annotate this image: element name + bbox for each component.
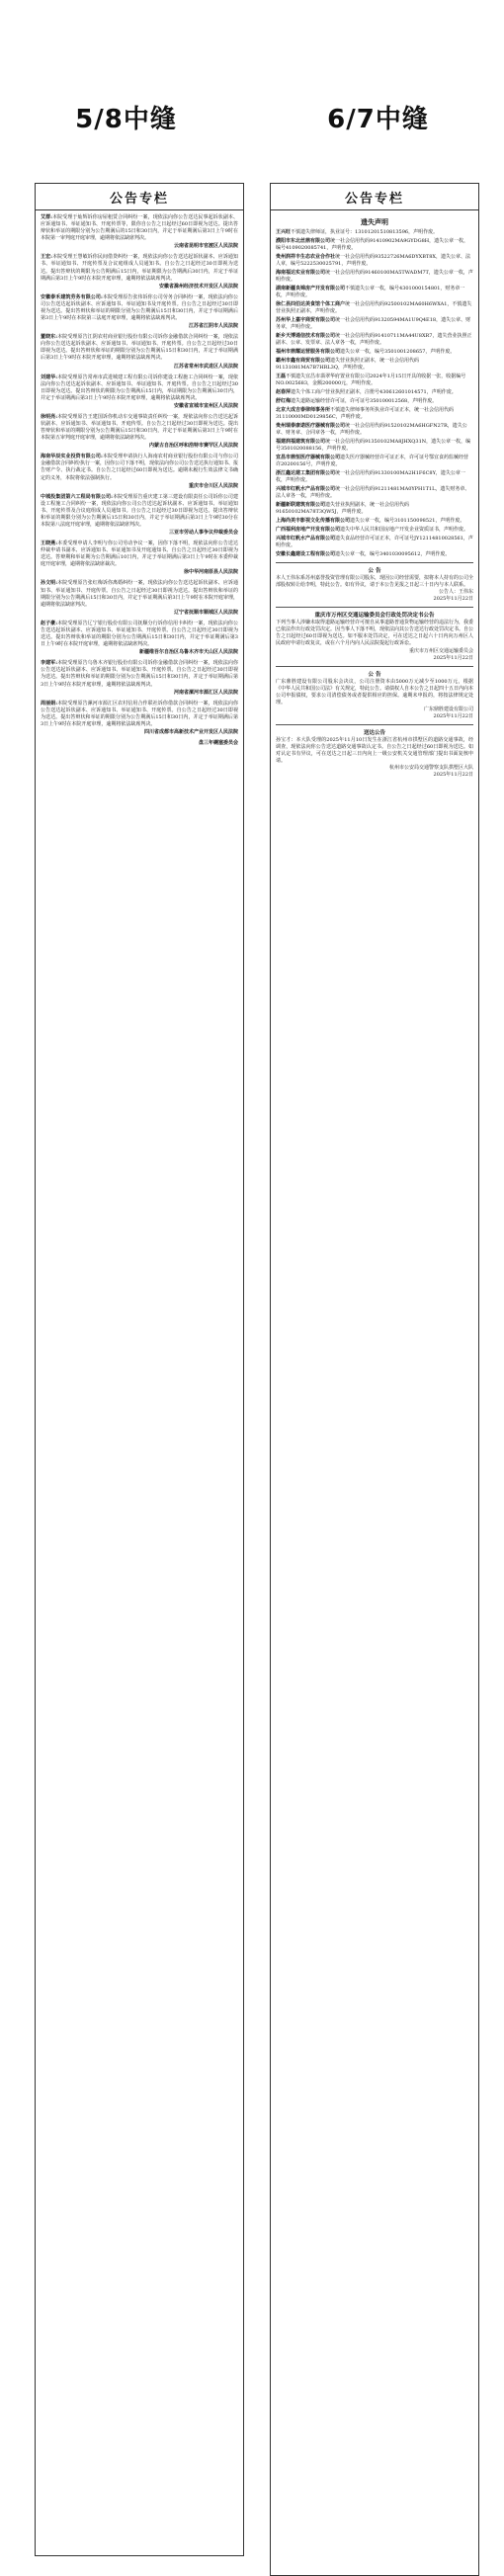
lost-statement-entity: 安徽长鑫建设工程有限公司 [276, 551, 336, 557]
notice-second-text: 下列当事人涉嫌未取得道路运输经营许可擅自从事道路普通货物运输经营的违法行为，我委已依法作出行政处罚决定。因当事人下落不明，现依法向其公告送达行政处罚决定书。自公告之日起经过60日即视为送达。如不服本处罚决定，可在送达之日起六十日内向万州区人民政府申请行政复议，或在六个月内向人民法院提起行政诉讼。 [276, 620, 474, 647]
court-notice-body [41, 580, 238, 608]
lost-statement-item [276, 286, 473, 299]
lost-statement-entity: 王兴旺 [276, 229, 292, 235]
lost-statement-entity: 新疆新联建筑有限公司 [276, 502, 326, 508]
divider [276, 562, 473, 563]
court-notice-text: 本院受理原告常州市武进城建工程有限公司诉你建设工程施工合同纠纷一案，现依法向你公告送达起诉状副本、应诉通知书、举证通知书、开庭传票。自公告之日起经过30日即视为送达。提出答辩状的期限为公告期满后15日内，举证期限为公告期满后30日内，并定于举证期满后第3日上午9时在本院开庭审理，逾期将依法缺席判决。 [41, 374, 238, 401]
lost-statement-item [276, 349, 473, 356]
lost-statement-item [276, 358, 473, 372]
court-notice-addressee: 安徽泰禾建筑劳务有限公司: [41, 293, 103, 300]
court-notice [41, 701, 238, 736]
lost-statement-text: 不慎遗失律师证，执业证号：13101201510813596，声明作废。 [291, 229, 439, 235]
court-notice-addressee: 艾群: [41, 214, 53, 220]
lost-statement-item [276, 270, 473, 284]
lost-statement-entity: 濮阳市东北丝鼎有限公司 [276, 238, 331, 244]
lost-statement-item [276, 333, 473, 347]
court-notice-text: 本委受理申请人李明与你公司劳动争议一案，因你下落不明，现依法向你公告送达仲裁申请书副本、应诉通知书、举证通知书及开庭通知书。自公告之日起经过30日即视为送达。答辩期和举证期为公告期满后10日内，并定于举证期满后第3日上午9时在本委仲裁庭开庭审理，逾期将依法缺席裁决。 [41, 540, 238, 568]
court-notice-body [41, 294, 238, 322]
lost-statement-item [276, 389, 473, 396]
lost-statement-item [276, 551, 473, 558]
lost-statement-text: 遗失食品经营许可证正本，许可证号JY12114810028561，声明作废。 [276, 536, 473, 548]
lost-statement-entity: 海南福达实业有限公司 [276, 270, 326, 276]
lost-statement-entity: 王磊 [276, 374, 287, 379]
lost-statement-entity: 贵州瑞泰康诺医疗器械有限公司 [276, 423, 346, 429]
notice-main-heading: 公 告 [368, 568, 381, 574]
court-notice [41, 540, 238, 576]
court-notice-issuer: 新疆维吾尔自治区乌鲁木齐市天山区人民法院 [138, 649, 238, 656]
court-notice [41, 374, 238, 410]
court-notice-body [41, 214, 238, 242]
lost-statement-text: 遗失公章一枚，编号3501001208657，声明作废。 [340, 349, 456, 355]
lost-statement-text: 不慎遗失公章一枚，编号4301000154801，财务章一枚，声明作废。 [276, 286, 465, 298]
court-notice-body [41, 540, 238, 568]
notice-third-text: 广东鼎胜建设有限公司股东会决议，公司注册资本由5000万元减少至1000万元，根据《中华人民共和国公司法》有关规定，特此公告。请债权人自本公告之日起四十五日内向本公司申报债权，要求公司清偿债务或者提供相应的担保。逾期未申报的，将按法律规定处理。 [276, 678, 474, 706]
lost-statement-text: 统一社会信用代码91211481MA0YPH1T1L，遗失财务章、法人章各一枚，声明作废。 [276, 486, 470, 499]
court-notice [41, 660, 238, 696]
lost-statement-text: 遗失中华人民共和国房地产开发企业资质证书，声明作废。 [340, 527, 469, 533]
court-notice-addressee: 孙文明: [41, 580, 58, 587]
lost-statement-item [276, 407, 473, 421]
left-column-body [36, 210, 243, 747]
lost-statement-item [276, 470, 473, 484]
right-column-body [271, 210, 478, 779]
court-notice-addressee: 刘建华: [41, 374, 58, 380]
court-notice-text: 本院受理原告乌鲁木齐银行股份有限公司诉你金融借款合同纠纷一案，现依法向你公告送达起诉状副本、应诉通知书、举证通知书、开庭传票。自公告之日起经过30日即视为送达。提出答辩状和举证的期限分别为公告期满后15日和30日内，并定于举证期满后第3日上午9时在本院开庭审理，逾期将依法缺席判决。 [41, 660, 238, 688]
court-notice-text: 本院受理原告重庆建工第三建设有限责任公司诉你公司建设工程施工合同纠纷一案，现依法向你公司公告送达起诉状副本、应诉通知书、举证通知书、开庭传票及合议庭组成人员通知书。自公告之日起经过30日即视为送达。提出答辩状和举证的期限分别为公告期满后15日和30日内，并定于举证期满后第3日上午9时30分在本院第八法庭开庭审理，逾期将依法缺席判决。 [41, 493, 238, 528]
notice-main-sign: 公告人：王伟东 [438, 589, 473, 596]
court-notice-addressee: 中城投集团第六工程局有限公司: [41, 493, 113, 500]
lost-statement-entity: 舒红梅 [276, 398, 292, 404]
notice-second-date: 2025年11月22日 [433, 654, 473, 661]
court-notice-body [41, 494, 238, 529]
court-notice-addressee: 赵子豪: [41, 620, 58, 626]
lost-statement-text: 统一社会信用代码93522726MA6DYXBT8X，遗失公章、法人章，编号5222530025791，声明作废。 [276, 254, 470, 267]
lost-statement-item [276, 455, 473, 468]
court-notice-addressee: 周丽娟: [41, 700, 58, 706]
court-notice-text: 本院受理王慧敏诉你民间借贷纠纷一案，现依法向你公告送达起诉状副本、应诉通知书、举证通知书、开庭传票及合议庭组成人员通知书。自公告之日起经过30日即视为送达。提出答辩状的期限为公告期满后15日内，举证期限为公告期满后30日内，并定于举证期满后第3日上午9时在本院开庭审理，逾期将依法缺席判决。 [41, 254, 238, 282]
lost-statement-text: 遗失营业执照正副本，统一社会信用代码91131081MA7B7HRL3Q，声明作废。 [276, 358, 420, 371]
court-notice-text: 本院受理申请执行人海南农村商业银行股份有限公司与你公司金融借款合同纠纷执行一案，因你公司下落不明，现依法向你公司公告送达执行通知书、报告财产令、执行裁定书。自公告之日起经过60日即视为送达。逾期未履行生效法律文书确定的义务，本院将依法强制执行。 [41, 454, 239, 481]
left-footer-sign: 盘三年樾塞委员会 [198, 739, 238, 746]
lost-statement-item [276, 317, 473, 331]
lost-statement-item [276, 229, 473, 236]
lost-statement-entity: 徐仁县四伯达美食馆个体工商户 [276, 301, 346, 307]
court-notice-text: 本院受理原告张红梅诉你离婚纠纷一案，现依法向你公告送达起诉状副本、应诉通知书、举证通知书、开庭传票。自公告之日起经过30日即视为送达。提出答辩状和举证的期限分别为公告期满后15日和30日内，并定于举证期满后第3日上午9时在本院开庭审理，逾期将依法缺席判决。 [41, 580, 238, 608]
left-page-label: 5/8中缝 [75, 105, 177, 134]
lost-statement-entity: 新乡天博通信技术有限公司 [276, 333, 336, 339]
notice-fourth [276, 729, 473, 779]
lost-statement-title: 遗失声明 [361, 218, 388, 226]
notice-fourth-sign: 杭州市公安局交通警察支队拱墅区大队 [388, 765, 473, 772]
lost-statement-item [276, 536, 473, 549]
court-notice-issuer: 三亚市劳动人事争议仲裁委员会 [168, 530, 238, 537]
court-notice-body [41, 701, 238, 728]
notice-third [276, 671, 473, 720]
notice-third-date: 2025年11月22日 [433, 712, 473, 719]
court-notice-body [41, 454, 238, 481]
divider [276, 607, 473, 608]
court-notice-body [41, 374, 238, 402]
court-notice-issuer: 内蒙古自治区呼和浩特市赛罕区人民法院 [148, 443, 238, 450]
notice-fourth-text: 孙宝才：本大队受理的2025年11月10日发生在浙江省杭州市拱墅区的道路交通事故，经调查，现依法向你公告送达道路交通事故认定书。自公告之日起经过60日即视为送达。如对认定书有异议，可在送达之日起三日内向上一级公安机关交通管理部门提出书面复核申请。 [276, 736, 473, 765]
lost-statement-text: 遗失个体工商户营业执照正副本，注册号430612601014571，声明作废。 [291, 389, 457, 395]
lost-statement-entity: 苏州华上嘉宇商贸有限公司 [276, 317, 336, 323]
court-notice [41, 414, 238, 450]
court-notice-issuer: 重庆市合川区人民法院 [188, 482, 238, 489]
lost-statement-entity: 湖南新疆良锦房产开发有限公司 [276, 286, 346, 291]
court-notice [41, 454, 238, 489]
lost-statement-text: 统一社会信用代码91460100MA5TWADM7T，遗失公章一枚，声明作废。 [276, 270, 473, 283]
court-notice-issuer: 江苏省常州市武进区人民法院 [173, 363, 238, 370]
lost-statement-text: 统一社会信用代码91410711MA44U8XR7，遗失营业执照正副本、公章、发票章、法人章各一枚，声明作废。 [276, 333, 472, 346]
lost-statement-entity: 宜昌市鼎恒医疗器械有限公司 [276, 455, 341, 460]
divider [276, 666, 473, 667]
right-page-label: 6/7中缝 [327, 105, 429, 134]
court-notice-issuer: 四川省成都市高新技术产业开发区人民法院 [143, 728, 238, 735]
right-notice-column [270, 183, 479, 2576]
court-notice-issuer: 河南省漯河市源汇区人民法院 [173, 689, 238, 696]
court-notice-issuer: 辽宁省抚顺市顺城区人民法院 [173, 609, 238, 616]
notice-second-heading: 重庆市万州区交通运输委员会行政处罚决定书公告 [314, 613, 435, 620]
lost-statement-entity: 霸州市鑫有商贸有限公司 [276, 358, 331, 364]
notice-fourth-date: 2025年11月22日 [433, 772, 473, 779]
court-notice-issuer: 安徽省滁州经济技术开发区人民法院 [158, 283, 238, 290]
lost-statement-item [276, 301, 473, 315]
court-notice-addressee: 董晓东: [41, 334, 58, 341]
divider [276, 724, 473, 725]
lost-statement-text: 统一社会信用代码91520102MA6HGFN27R，遗失公章、财务章、合同章各一枚，声明作废。 [276, 423, 467, 436]
court-notice-body [41, 414, 238, 442]
lost-statement-text: 不慎遗失律师事务所执业许可证正本，统一社会信用代码31110000MD0129856C，声明作废。 [276, 407, 455, 420]
lost-statement-text: 遗失医疗器械经营许可证正本，许可证号鄂宜食药监械经营许20200156号，声明作废。 [276, 455, 469, 467]
lost-statement-entity: 广西福利房地产开发有限公司 [276, 527, 341, 533]
lost-statement-item [276, 502, 473, 516]
lost-statement-text: 遗失道路运输经营许可证，许可证号350100012568，声明作废。 [291, 398, 438, 404]
notice-fourth-heading: 送达公告 [363, 729, 385, 736]
court-notice-text: 本院受理于灿辉诉你房屋租赁合同纠纷一案，现依法向你公告送达民事起诉状副本、应诉通知书、举证通知书、开庭传票等，限你自公告之日起经过60日即视为送达。提出答辩状和举证的期限分别为公告期满后的15日和30日内，并定于举证期满后第3日上午9时在本院第一审判庭开庭审理，逾期将依法缺席判决。 [41, 214, 238, 242]
notice-main-text: 本人王伟东系苏州嘉誉投资管理有限公司股东，现因公司经营需要，拟将本人持有的公司全部股权转让给李明，特此公告。如有异议，请于本公告见报之日起三十日内与本人联系。 [276, 575, 474, 589]
court-notice [41, 294, 238, 330]
left-column-title: 公告专栏 [36, 184, 243, 210]
notice-main-date: 2025年11月22日 [433, 596, 473, 603]
court-notice [41, 494, 238, 537]
left-page-header [0, 0, 252, 134]
lost-statement-item [276, 374, 473, 387]
court-notice-addressee: 王宏: [41, 254, 53, 261]
lost-statement-entity: 上海尚美丰影视文化传播有限公司 [276, 518, 351, 524]
lost-statement-item [276, 518, 473, 525]
lost-statement-item [276, 527, 473, 534]
lost-statement-item [276, 254, 473, 268]
lost-statement-item [276, 439, 473, 453]
lost-statement-text: 统一社会信用代码91330100MA2H1F6C8Y，遗失公章一枚，声明作废。 [276, 470, 465, 483]
court-notice [41, 621, 238, 656]
lost-statement-text: 统一社会信用代码91320594MA1U9Q4E18，遗失公章、财务章，声明作废。 [276, 317, 471, 330]
court-notice [41, 254, 238, 290]
lost-statement-entity: 兴城市红帆水产品有限公司 [276, 486, 336, 492]
lost-statement-item [276, 398, 473, 405]
court-notice-issuer: 江苏省江阴市人民法院 [188, 323, 238, 330]
lost-statement-entity: 兴城市红帆水产品有限公司 [276, 536, 336, 541]
notice-third-sign: 广东鼎胜建设有限公司 [423, 706, 473, 712]
court-notice [41, 580, 238, 616]
lost-statement-item [276, 486, 473, 500]
court-notice-body [41, 334, 238, 362]
lost-statement-text: 遗失公章一枚，编号3101150098521，声明作废。 [350, 518, 465, 524]
court-notice-text: 本院受理原告张伟诉你公司劳务合同纠纷一案，现依法向你公司公告送达起诉状副本、应诉通知书、举证通知书及开庭传票。自公告之日起经过30日即视为送达。提出答辩状和举证的期限分别为公告期满后15日和30日内，并定于举证期满后第3日上午9时在本院第三法庭开庭审理，逾期将依法缺席判决。 [41, 293, 238, 322]
court-notice [41, 214, 238, 250]
notice-main [276, 567, 473, 603]
lost-statement-text: 统一社会信用代码92500102MA60H6WXA1，不慎遗失营业执照正副本，声明作废。 [276, 301, 472, 314]
court-notice-addressee: 李建军: [41, 660, 58, 667]
court-notice-addressee: 海南华辰实业投资有限公司: [41, 454, 103, 460]
court-notice-text: 本院受理原告王建国诉你机动车交通事故责任纠纷一案，现依法向你公告送达起诉状副本、应诉通知书、举证通知书、开庭传票。自公告之日起经过30日即视为送达。提出答辩状和举证的期限分别为公告期满后15日和30日内，并定于举证期满后第3日上午9时在本院第五审判庭开庭审理，逾期将依法缺席判决。 [41, 413, 238, 442]
court-notice-text: 本院受理原告辽宁银行股份有限公司抚顺分行诉你信用卡纠纷一案，现依法向你公告送达起诉状副本、应诉通知书、举证通知书、开庭传票。自公告之日起经过30日即视为送达。提出答辩状和举证的期限分别为公告期满后15日和30日内，并定于举证期满后第3日上午9时在本院开庭审理，逾期将依法缺席判决。 [41, 620, 238, 648]
lost-statement-text: 不慎遗失宜昌市翡翠华府置业有限公司2024年1月15日开具的收据一张，收据编号NO.0025683，金额200000元，声明作废。 [276, 374, 466, 386]
court-notice-body [41, 254, 238, 282]
lost-statement-entity: 北京大成吉泰律师事务所 [276, 407, 331, 413]
court-notice-issuer: 云南省昆明市官渡区人民法院 [173, 243, 238, 250]
court-notice-issuer: 徐中华河南原县人民法院 [183, 569, 238, 576]
lost-statement-entity: 浙江鑫达建工集团有限公司 [276, 470, 336, 476]
lost-statement-text: 统一社会信用代码91410902MA9GYDG8H，遗失公章一枚，编号4109020085741，声明作废。 [276, 238, 469, 251]
lost-statement-text: 遗失公章一枚，编号3401030095612，声明作废。 [335, 551, 451, 557]
court-notice-body [41, 621, 238, 648]
right-page-header [252, 0, 504, 134]
left-notice-column [35, 183, 244, 2556]
court-notice-body [41, 660, 238, 688]
notice-second-sign: 重庆市万州区交通运输委员会 [408, 647, 473, 654]
lost-statement-text: 遗失营业执照副本，统一社会信用代码91650102MA78T3QW5J，声明作废。 [276, 502, 410, 515]
lost-statement-entity: 福建润福建筑有限公司 [276, 439, 326, 445]
court-notice-issuer: 安徽省宣城市宣州区人民法院 [173, 402, 238, 409]
lost-statement-entity: 贵州润祥丰生态农业合作社 [276, 254, 336, 260]
court-notice-addressee: 王晓燕: [41, 540, 58, 547]
court-notice [41, 334, 238, 370]
notice-third-heading: 公 告 [368, 671, 381, 678]
lost-statement-text: 统一社会信用代码91350102MA8JHXQ31N，遗失公章一枚，编号3501020088156，声明作废。 [276, 439, 471, 452]
lost-statement-item [276, 423, 473, 437]
right-column-title: 公告专栏 [271, 184, 478, 210]
court-notice-text: 本院受理原告江阴农村商业银行股份有限公司诉你金融借款合同纠纷一案，现依法向你公告送达起诉状副本、应诉通知书、举证通知书、开庭传票。自公告之日起经过30日即视为送达。提出答辩状和举证的期限分别为公告期满后15日和30日内，并定于举证期满后第3日上午9时在本院开庭审理，逾期将依法缺席判决。 [41, 334, 238, 362]
lost-statement-entity: 赵春萍 [276, 389, 292, 395]
lost-statement-entity: 福州市鼎耀运营服务有限公司 [276, 349, 341, 355]
court-notice-addressee: 徐明亮: [41, 413, 58, 420]
lost-statement-list [276, 229, 473, 558]
lost-statement-item [276, 238, 473, 252]
notice-second [276, 612, 473, 661]
court-notice-text: 本院受理原告漯河市源汇区农村信用合作联社诉你借款合同纠纷一案，现依法向你公告送达起诉状副本、应诉通知书、举证通知书、开庭传票。自公告之日起经过30日即视为送达。提出答辩状和举证的期限分别为公告期满后15日和30日内，并定于举证期满后第3日上午9时在本院开庭审理，逾期将依法缺席判决。 [41, 700, 238, 727]
